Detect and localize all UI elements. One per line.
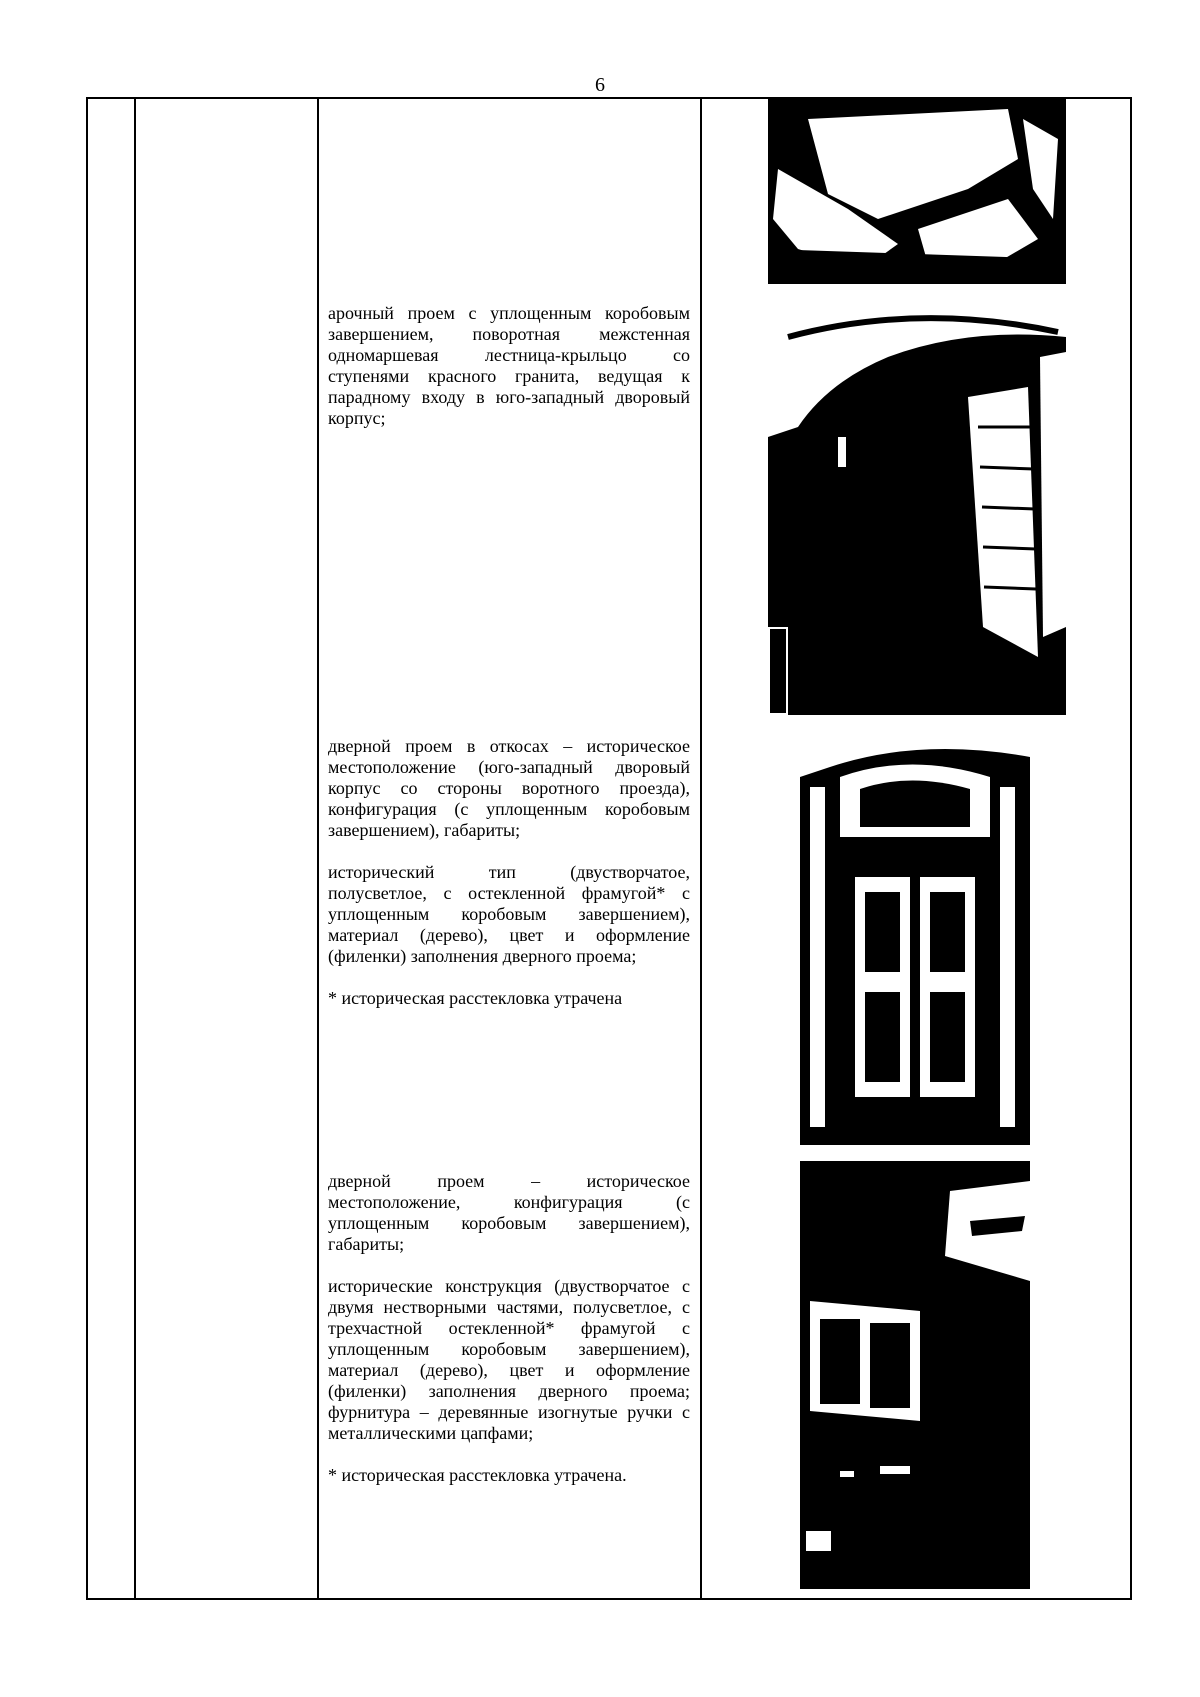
entry-paragraph: арочный проем с уплощенным коробовым завершением, поворотная межстенная одномаршевая лестница-крыльцо со ступенями красного гранита, ведущая к парадному входу в юго-западный дворовый корпус; [328, 303, 690, 428]
entry-paragraph: исторические конструкция (двустворчатое с двумя нестворными частями, полусветлое, с трехчастной остекленной* фрамугой с уплощенным коробовым завершением), материал (дерево), цвет и оформление (филенки) заполнения дверного проема; фурнитура – деревянные изогнутые ручки с металлическими цапфами; [328, 1276, 690, 1443]
photo-staircase-top [768, 99, 1066, 284]
entry-footnote: * историческая расстекловка утрачена [328, 988, 623, 1008]
column-divider-3 [700, 99, 702, 1598]
entry-door-courtyard [328, 736, 690, 1009]
entry-paragraph: исторический тип (двустворчатое, полусветлое, с остекленной фрамугой* с уплощенным коробовым завершением), материал (дерево), цвет и оформление (филенки) заполнения дверного проема; [328, 862, 690, 966]
entry-paragraph: дверной проем в откосах – историческое местоположение (юго-западный дворовый корпус со стороны воротного проезда), конфигурация (с уплощенным коробовым завершением), габариты; [328, 736, 690, 840]
entry-footnote: * историческая расстекловка утрачена. [328, 1465, 627, 1485]
entry-door-entrance [328, 1171, 690, 1486]
monument-table [86, 97, 1132, 1600]
photo-arched-passage [768, 297, 1066, 715]
entry-paragraph: дверной проем – историческое местоположение, конфигурация (с уплощенным коробовым завершением), габариты; [328, 1171, 690, 1254]
entry-arched-opening [328, 303, 690, 429]
page-number: 6 [595, 74, 605, 96]
column-divider-2 [317, 99, 319, 1598]
photo-door-entrance [800, 1161, 1030, 1589]
photo-door-courtyard [800, 727, 1030, 1145]
column-divider-1 [134, 99, 136, 1598]
